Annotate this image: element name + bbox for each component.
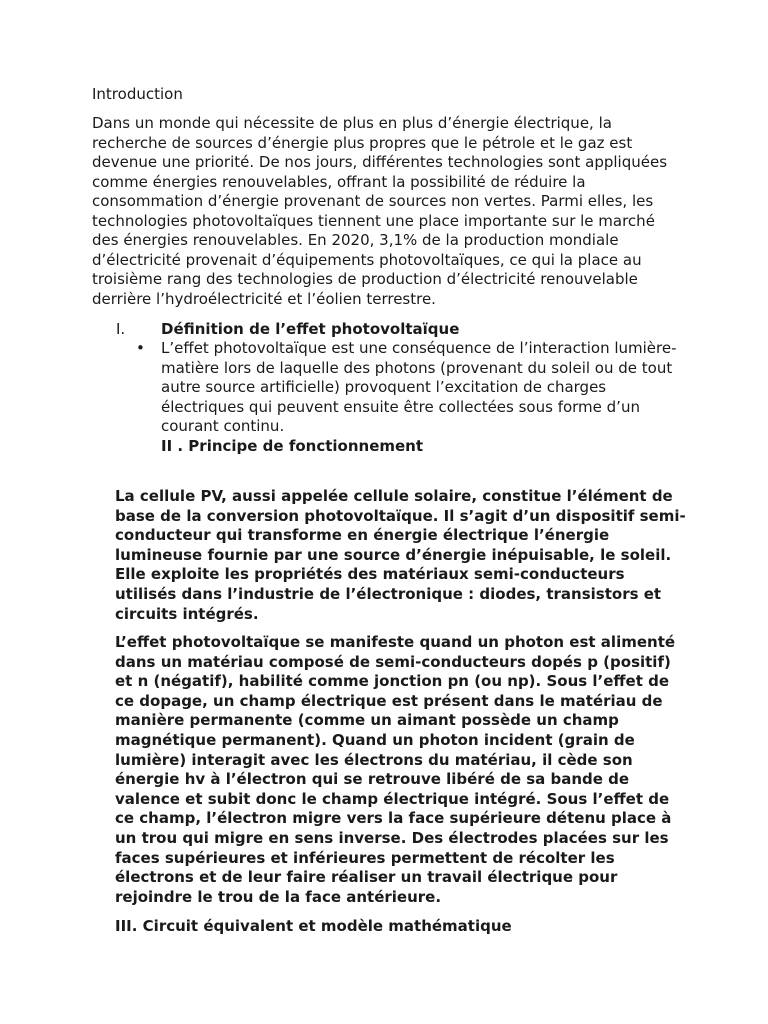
section-1-bullet-text: L’effet photovoltaïque est une conséquence de l’interaction lumière-matière lors de laquelle des photons (provenant du soleil ou de tout autre source artificielle) provoquent l’excitation de charges électriques qui peuvent ensuite être collectées sous forme d’un courant continu. [161,339,677,436]
introduction-paragraph: Dans un monde qui nécessite de plus en plus d’énergie électrique, la recherche de sources d’énergie plus propres que le pétrole et le gaz est devenue une priorité. De nos jours, différentes technologies sont appliquées comme énergies renouvelables, offrant la possibilité de réduire la consommation d’énergie provenant de sources non vertes. Parmi elles, les technologies photovoltaïques tiennent une place importante sur le marché des énergies renouvelables. En 2020, 3,1% de la production mondiale d’électricité provenait d’équipements photovoltaïques, ce qui la place au troisième rang des technologies de production d’électricité renouvelable derrière l’hydroélectricité et l’éolien terrestre. [92,114,668,308]
section-1-title: Définition de l’effet photovoltaïque [161,320,460,338]
bullet-icon: • [136,339,145,357]
introduction-heading: Introduction [92,85,183,103]
section-3-title: III. Circuit équivalent et modèle mathématique [115,917,512,935]
section-2-paragraph-2: L’effet photovoltaïque se manifeste quand un photon est alimenté dans un matériau composé de semi-conducteurs dopés p (positif) et n (négatif), habilité comme jonction pn (ou np). Sous l’effet de ce dopage, un champ électrique est présent dans le matériau de manière permanente (comme un aimant possède un champ magnétique permanent). Quand un photon incident (grain de lumière) interagit avec les électrons du matériau, il cède son énergie hv à l’électron qui se retrouve libéré de sa bande de valence et subit donc le champ électrique intégré. Sous l’effet de ce champ, l’électron migre vers la face supérieure détenu place à un trou qui migre en sens inverse. Des électrodes placées sur les faces supérieures et inférieures permettent de récolter les électrons et de leur faire réaliser un travail électrique pour rejoindre le trou de la face antérieure. [115,633,676,906]
section-2-paragraph-1: La cellule PV, aussi appelée cellule solaire, constitue l’élément de base de la conversion photovoltaïque. Il s’agit d’un dispositif semi-conducteur qui transforme en énergie électrique l’énergie lumineuse fournie par une source d’énergie inépuisable, le soleil. Elle exploite les propriétés des matériaux semi-conducteurs utilisés dans l’industrie de l’électronique : diodes, transistors et circuits intégrés. [115,487,686,623]
section-1-number: I. [116,320,126,338]
section-2-title: II . Principe de fonctionnement [161,437,424,455]
